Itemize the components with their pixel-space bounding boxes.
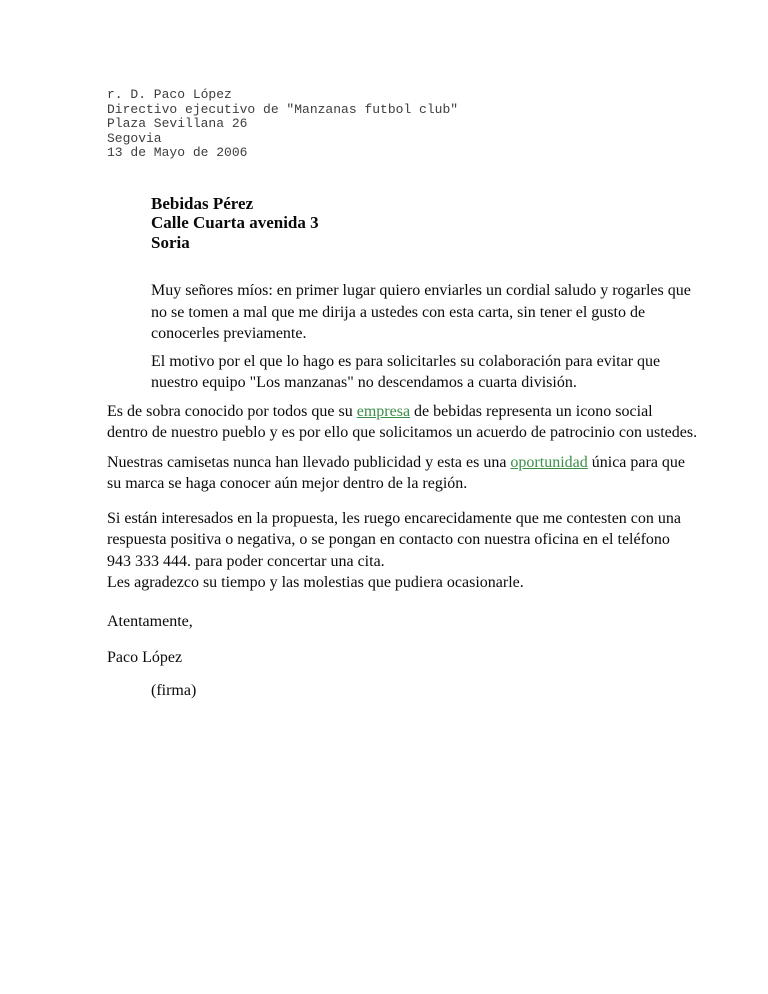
sender-line: Plaza Sevillana 26 bbox=[107, 116, 248, 131]
company-paragraph bbox=[107, 401, 698, 444]
paragraph-line: respuesta positiva o negativa, o se pongan en contacto con nuestra oficina en el teléfono bbox=[107, 531, 670, 548]
paragraph-line: Muy señores míos: en primer lugar quiero enviarles un cordial saludo y rogarles que bbox=[151, 282, 691, 299]
recipient-city: Soria bbox=[151, 232, 190, 252]
motive-paragraph bbox=[151, 351, 678, 394]
farewell-text: Atentamente, bbox=[107, 612, 193, 630]
paragraph-line: no se tomen a mal que me dirija a ustedes con esta carta, sin tener el gusto de bbox=[151, 303, 646, 321]
paragraph-text: Nuestras camisetas nunca han llevado publicidad y esta es una bbox=[107, 453, 511, 471]
paragraph-line: su marca se haga conocer aún mejor dentro de la región. bbox=[107, 475, 468, 492]
proposal-paragraph bbox=[107, 508, 681, 594]
paragraph-line: Si están interesados en la propuesta, les ruego encarecidamente que me contesten con una bbox=[107, 509, 681, 527]
sender-line: r. D. Paco López bbox=[107, 87, 232, 102]
oportunidad-link[interactable]: oportunidad bbox=[510, 453, 588, 471]
paragraph-line: nuestro equipo "Los manzanas" no descendamos a cuarta división. bbox=[151, 374, 577, 391]
paragraph-line bbox=[107, 452, 686, 474]
signature-name: Paco López bbox=[107, 649, 183, 666]
paragraph-text: de bebidas representa un icono social bbox=[410, 402, 653, 420]
opportunity-paragraph bbox=[107, 452, 686, 495]
sender-address-block bbox=[107, 88, 678, 161]
paragraph-text: Es de sobra conocido por todos que su bbox=[107, 402, 357, 420]
recipient-address-block bbox=[151, 194, 678, 253]
paragraph-text: única para que bbox=[587, 453, 686, 471]
paragraph-line: dentro de nuestro pueblo y es por ello que solicitamos un acuerdo de patrocinio con ustedes. bbox=[107, 424, 698, 441]
paragraph-line: conocerles previamente. bbox=[151, 325, 307, 342]
paragraph-line bbox=[107, 401, 678, 423]
sender-date-line: 13 de Mayo de 2006 bbox=[107, 145, 248, 160]
sender-line: Segovia bbox=[107, 130, 162, 146]
thanks-line: Les agradezco su tiempo y las molestias que pudiera ocasionarle. bbox=[107, 574, 524, 591]
salutation-paragraph bbox=[151, 280, 691, 345]
recipient-street: Calle Cuarta avenida 3 bbox=[151, 213, 319, 232]
paragraph-line: El motivo por el que lo hago es para solicitarles su colaboración para evitar que bbox=[151, 352, 661, 370]
recipient-name: Bebidas Pérez bbox=[151, 193, 254, 213]
signature-placeholder: (firma) bbox=[151, 681, 197, 699]
empresa-link[interactable]: empresa bbox=[356, 402, 411, 420]
phone-line: 943 333 444. para poder concertar una cita. bbox=[107, 552, 385, 570]
sender-line: Directivo ejecutivo de "Manzanas futbol club" bbox=[107, 101, 459, 117]
